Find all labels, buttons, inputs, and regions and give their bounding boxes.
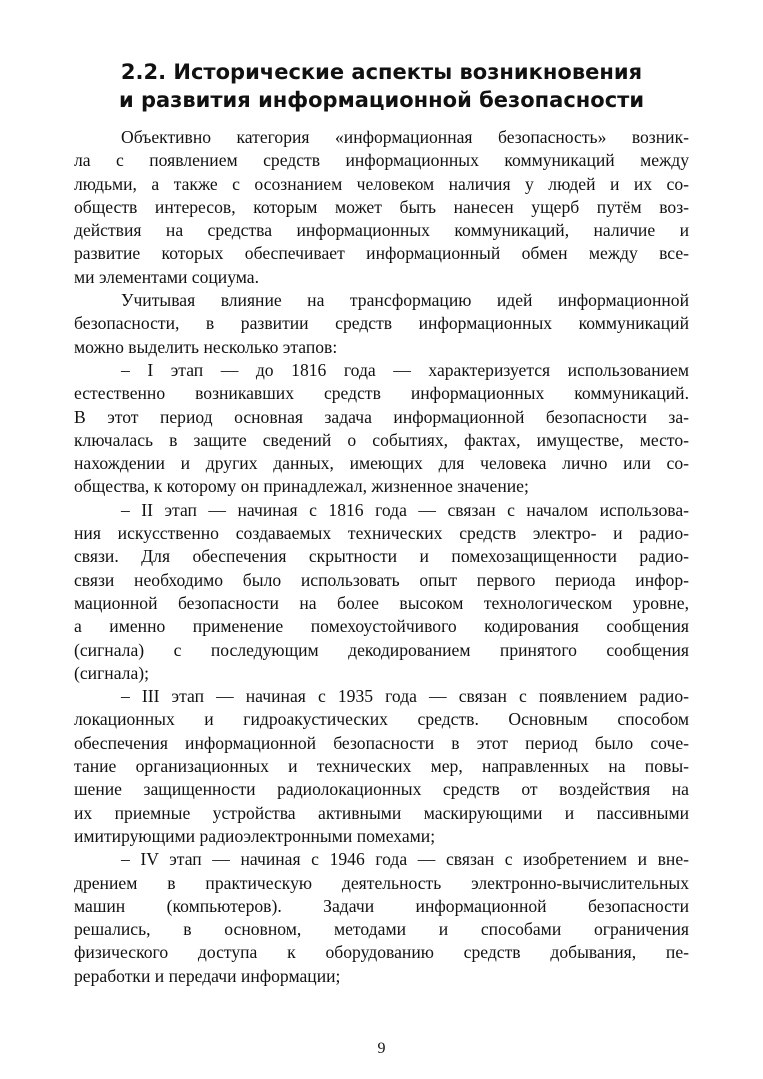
text-line: ми элементами социума. [74,266,260,287]
text-line: их приемные устройства активными маскирующими и пассивными [74,802,689,823]
section-title-line: 2.2. Исторические аспекты возникновения [120,60,643,84]
body-text [74,126,689,988]
text-line: естественно возникавших средств информационных коммуникаций. [74,383,689,404]
text-line: развитие которых обеспечивает информационный обмен между все- [74,243,689,264]
text-line: Учитывая влияние на трансформацию идей информационной [121,290,689,311]
text-line: Объективно категория «информационная безопасность» возник- [121,127,689,147]
text-line: шение защищенности радиолокационных средств от воздействия на [74,779,689,800]
paragraph-stage-1 [74,359,689,499]
text-line: можно выделить несколько этапов: [74,336,338,357]
text-line: – II этап — начиная с 1816 года — связан с началом использова- [121,499,689,520]
text-line: связи. Для обеспечения скрытности и помехозащищенности радио- [74,546,689,567]
page-number: 9 [377,1040,386,1057]
text-line: – III этап — начиная с 1935 года — связан с появлением радио- [121,686,689,707]
text-line: дрением в практическую деятельность электронно-вычислительных [74,872,689,893]
text-line: имитирующими радиоэлектронными помехами; [74,825,436,846]
text-line: тание организационных и технических мер, направленных на повы- [74,756,689,777]
section-title-line: и развития информационной безопасности [118,88,645,112]
text-line: обеспечения информационной безопасности в этот период было соче- [74,732,689,753]
paragraph-stage-3 [74,685,689,848]
paragraph [74,289,689,359]
text-line: обществ интересов, которым может быть нанесен ущерб путём воз- [74,196,689,217]
text-line: безопасности, в развитии средств информационных коммуникаций [74,313,689,334]
text-line: людьми, а также с осознанием человеком наличия у людей и их со- [74,173,689,194]
text-line: мационной безопасности на более высоком технологическом уровне, [74,592,689,613]
paragraph-stage-2 [74,499,689,685]
text-line: а именно применение помехоустойчивого кодирования сообщения [74,616,689,637]
text-line: нахождении и других данных, имеющих для человека лично или со- [74,453,689,474]
text-line: (сигнала) с последующим декодированием принятого сообщения [74,639,689,660]
text-line: ла с появлением средств информационных коммуникаций между [74,150,689,171]
text-line: общества, к которому он принадлежал, жизненное значение; [74,476,529,497]
section-title [74,58,689,114]
text-line: В этот период основная задача информационной безопасности за- [74,406,689,427]
text-line: действия на средства информационных коммуникаций, наличие и [74,220,689,241]
text-line: реработки и передачи информации; [74,965,341,986]
text-line: связи необходимо было использовать опыт первого периода инфор- [74,569,689,590]
text-line: (сигнала); [74,662,150,683]
text-line: физического доступа к оборудованию средств добывания, пе- [74,942,689,963]
text-line: – IV этап — начиная с 1946 года — связан с изобретением и вне- [121,849,689,870]
text-line: ния искусственно создаваемых технических средств электро- и радио- [74,523,689,544]
text-line: – I этап — до 1816 года — характеризуется использованием [121,359,689,380]
paragraph-stage-4 [74,848,689,988]
text-line: локационных и гидроакустических средств. Основным способом [74,709,689,730]
text-line: машин (компьютеров). Задачи информационной безопасности [74,895,689,916]
text-line: решались, в основном, методами и способами ограничения [74,919,689,940]
text-line: ключалась в защите сведений о событиях, фактах, имуществе, место- [74,429,689,450]
paragraph [74,126,689,289]
